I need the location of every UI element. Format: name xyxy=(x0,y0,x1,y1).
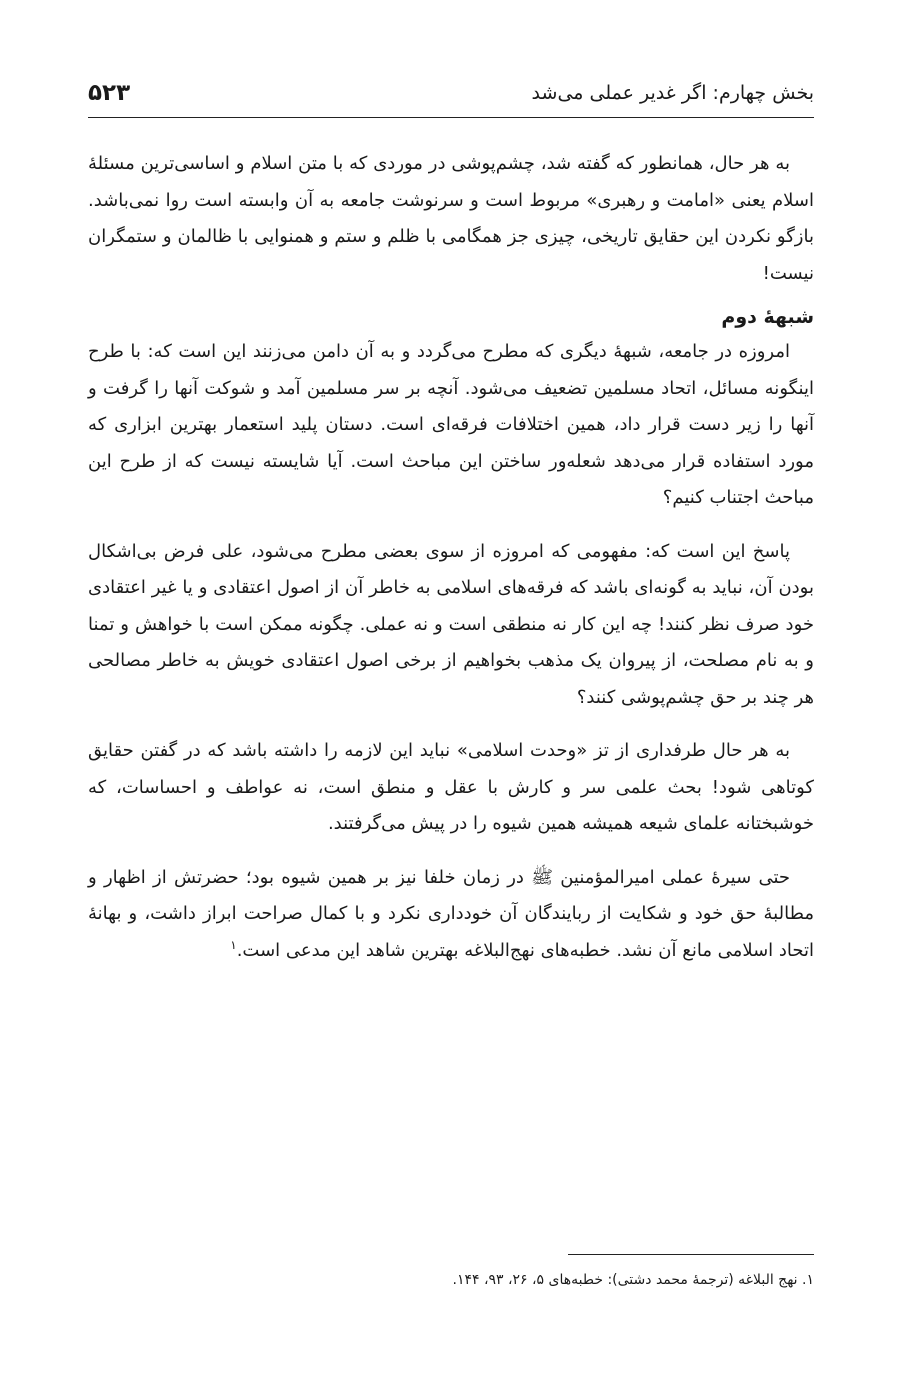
footnote-rule xyxy=(568,1254,814,1255)
header-title: بخش چهارم: اگر غدیر عملی می‌شد xyxy=(531,82,814,104)
paragraph-3: پاسخ این است که: مفهومی که امروزه از سوی بعضی مطرح می‌شود، علی فرض بی‌اشکال بودن آن، نباید به گونه‌ای باشد که فرقه‌های اسلامی به خاطر آن از اصول اعتقادی و یا غیر اعتقادی خود صرف نظر کنند! چه این کار نه منطقی است و نه عملی. چگونه ممکن است با خواهش و تمنا و به نام مصلحت، از پیروان یک مذهب بخواهیم از برخی اصول اعتقادی خویش به خاطر مصالحی هر چند بر حق چشم‌پوشی کنند؟ xyxy=(88,540,814,708)
paragraph-5-text: حتی سیرهٔ عملی امیرالمؤمنین ﷺ در زمان خلفا نیز بر همین شیوه بود؛ حضرتش از اظهار و مطالبهٔ حق خود و شکایت از ربایندگان آن خودداری نکرد و با کمال صراحت ابراز داشت، و بهانهٔ اتحاد اسلامی مانع آن نشد. خطبه‌های نهج‌البلاغه بهترین شاهد این مدعی است. xyxy=(88,866,814,961)
paragraph-1: به هر حال، همانطور که گفته شد، چشم‌پوشی در موردی که با متن اسلام و اساسی‌ترین مسئلهٔ اسلام یعنی «امامت و رهبری» مربوط است و سرنوشت جامعه به آن وابسته است روا نمی‌باشد. بازگو نکردن این حقایق تاریخی، چیزی جز همگامی با ظلم و ستم و همنوایی با ظالمان و ستمگران نیست! xyxy=(88,153,814,284)
paragraph-4: به هر حال طرفداری از تز «وحدت اسلامی» نباید این لازمه را داشته باشد که در گفتن حقایق کوتاهی شود! بحث علمی سر و کارش با عقل و منطق است، نه عواطف و احساسات، که خوشبختانه علمای شیعه همیشه همین شیوه را در پیش می‌گرفتند. xyxy=(88,740,814,834)
header-rule xyxy=(88,117,814,118)
book-page xyxy=(88,0,814,1390)
body-text xyxy=(88,146,814,969)
footnote-marker: ۱ xyxy=(230,937,237,952)
section-heading: شبههٔ دوم xyxy=(721,306,814,328)
footnote: ۱. نهج البلاغه (ترجمهٔ محمد دشتی): خطبه‌های ۵، ۲۶، ۹۳، ۱۴۴. xyxy=(452,1272,814,1288)
running-header xyxy=(88,72,814,108)
page-number: ۵۲۳ xyxy=(88,80,131,106)
paragraph-2: امروزه در جامعه، شبههٔ دیگری که مطرح می‌گردد و به آن دامن می‌زنند این است که: با طرح اینگونه مسائل، اتحاد مسلمین تضعیف می‌شود. آنچه بر سر مسلمین آمد و شوکت آنها را گرفت و آنها را زیر دست قرار داد، همین اختلافات فرقه‌ای است. دستان پلید استعمار بهترین ابزاری که مورد استفاده قرار می‌دهد شعله‌ور ساختن این مباحث است. آیا شایسته نیست که از طرح این مباحث اجتناب کنیم؟ xyxy=(88,341,814,508)
paragraph-5 xyxy=(88,860,814,970)
